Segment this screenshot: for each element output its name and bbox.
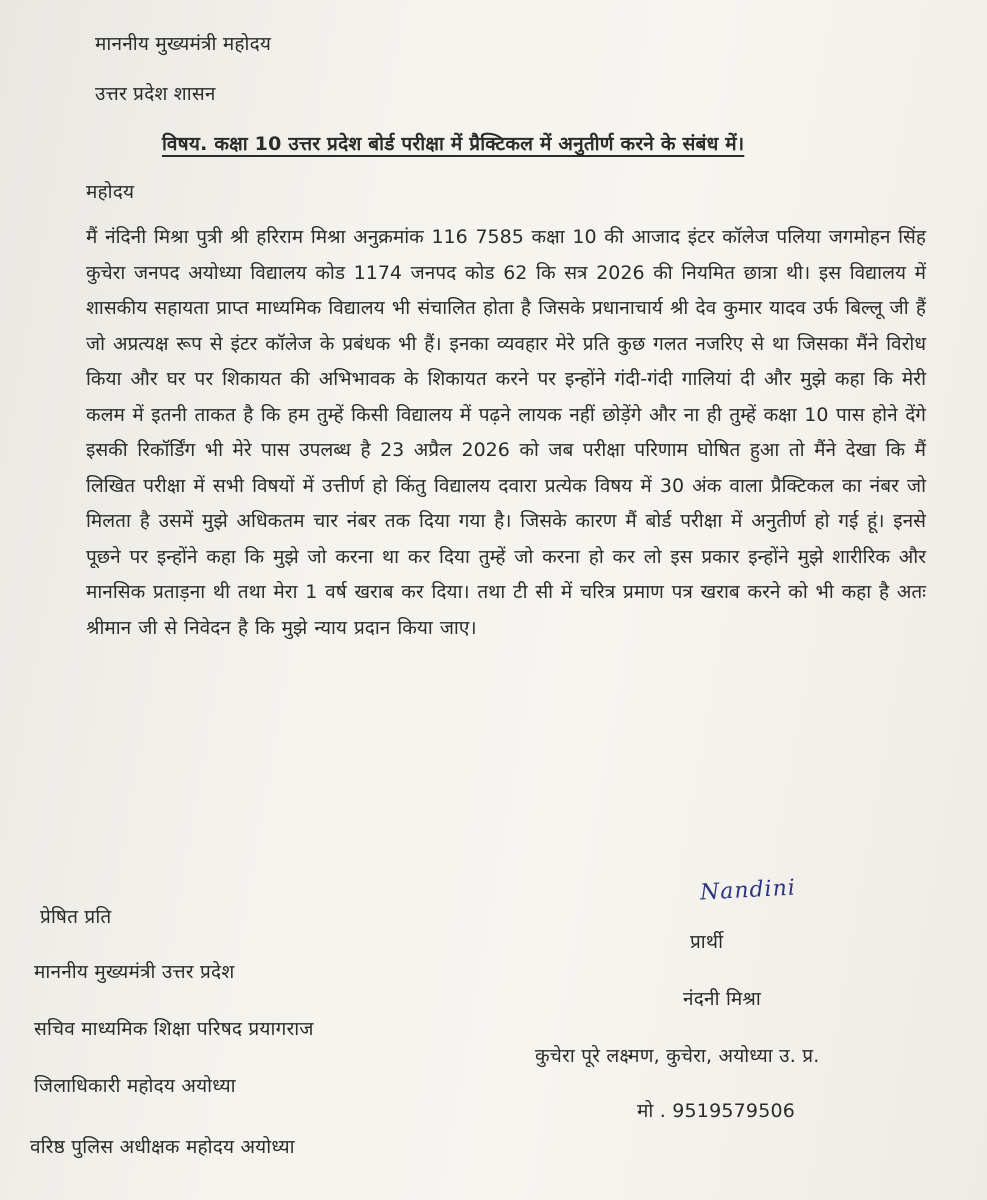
copy-to-item: वरिष्ठ पुलिस अधीक्षक महोदय अयोध्या [30, 1136, 295, 1158]
copy-to-item: सचिव माध्यमिक शिक्षा परिषद प्रयागराज [34, 1018, 314, 1040]
copy-to-heading: प्रेषित प्रति [40, 906, 112, 928]
applicant-address: कुचेरा पूरे लक्ष्मण, कुचेरा, अयोध्या उ. प्र. [535, 1045, 820, 1067]
subject-line: विषय. कक्षा 10 उत्तर प्रदेश बोर्ड परीक्षा में प्रैक्टिकल में अनुतीर्ण करने के संबंध में। [162, 133, 745, 155]
handwritten-signature: Nandini [699, 875, 797, 906]
applicant-name: नंदनी मिश्रा [683, 988, 761, 1010]
copy-to-item: माननीय मुख्यमंत्री उत्तर प्रदेश [34, 961, 235, 983]
letter-body: मैं नंदिनी मिश्रा पुत्री श्री हरिराम मिश्रा अनुक्रमांक 116 7585 कक्षा 10 की आजाद इंटर कॉलेज पलिया जगमोहन सिंह कुचेरा जनपद अयोध्या विद्यालय कोड 1174 जनपद कोड 62 कि सत्र 2026 की नियमित छात्रा थी। इस विद्यालय में शासकीय सहायता प्राप्त माध्यमिक विद्यालय भी संचालित होता है जिसके प्रधानाचार्य श्री देव कुमार यादव उर्फ बिल्लू जी हैं जो अप्रत्यक्ष रूप से इंटर कॉलेज के प्रबंधक भी हैं। इनका व्यवहार मेरे प्रति कुछ गलत नजरिए से था जिसका मैंने विरोध किया और घर पर शिकायत की अभिभावक के शिकायत करने पर इन्होंने गंदी-गंदी गालियां दी और मुझे कहा कि मेरी कलम में इतनी ताकत है कि हम तुम्हें किसी विद्यालय में पढ़ने लायक नहीं छोड़ेंगे और ना ही तुम्हें कक्षा 10 पास होने देंगे इसकी रिकॉर्डिंग भी मेरे पास उपलब्ध है 23 अप्रैल 2026 को जब परीक्षा परिणाम घोषित हुआ तो मैंने देखा कि मैं लिखित परीक्षा में सभी विषयों में उत्तीर्ण हो किंतु विद्यालय दवारा प्रत्येक विषय में 30 अंक वाला प्रैक्टिकल का नंबर जो मिलता है उसमें मुझे अधिकतम चार नंबर तक दिया गया है। जिसके कारण मैं बोर्ड परीक्षा में अनुतीर्ण हो गई हूं। इनसे पूछने पर इन्होंने कहा कि मुझे जो करना था कर दिया तुम्हें जो करना हो कर लो इस प्रकार इन्होंने मुझे शारीरिक और मानसिक प्रताड़ना थी तथा मेरा 1 वर्ष खराब कर दिया। तथा टी सी में चरित्र प्रमाण पत्र खराब करने को भी कहा है अतः श्रीमान जी से निवेदन है कि मुझे न्याय प्रदान किया जाए। [86, 226, 926, 639]
recipient-line-1: माननीय मुख्यमंत्री महोदय [95, 33, 272, 55]
applicant-mobile: मो . 9519579506 [637, 1100, 796, 1122]
salutation: महोदय [86, 181, 135, 203]
recipient-line-2: उत्तर प्रदेश शासन [95, 83, 216, 105]
applicant-label: प्रार्थी [690, 931, 724, 953]
copy-to-item: जिलाधिकारी महोदय अयोध्या [34, 1075, 236, 1097]
